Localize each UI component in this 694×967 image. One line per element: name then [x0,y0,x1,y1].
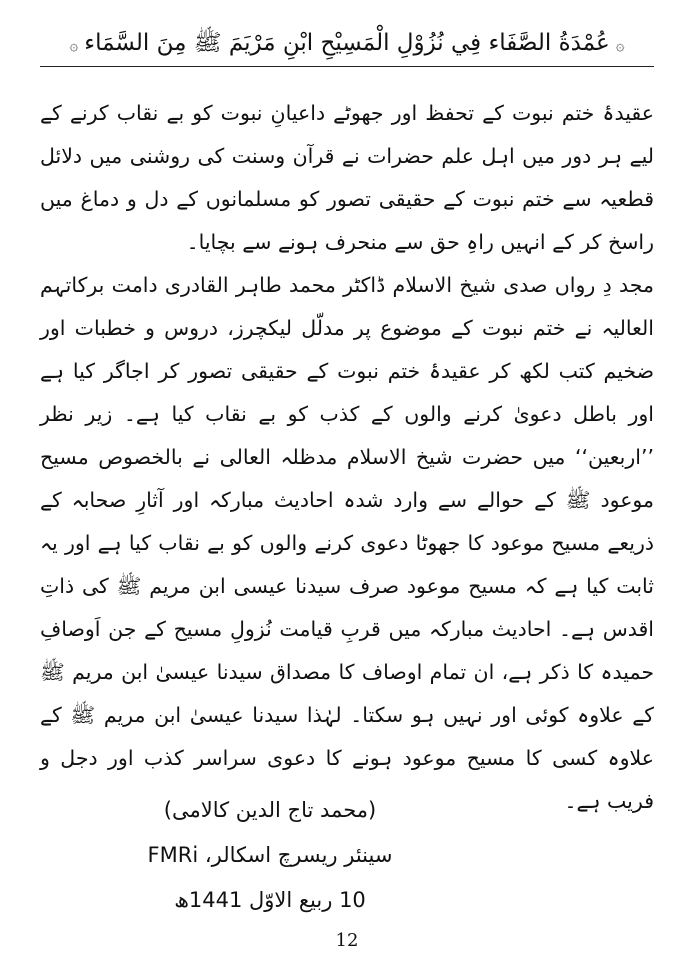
author-name: (محمد تاج الدین کالامی) [163,798,377,822]
running-header [40,26,654,64]
signature-block [120,788,420,923]
body-text [40,92,654,823]
paragraph-1: عقیدۂ ختم نبوت کے تحفظ اور جھوٹے داعیانِ نبوت کو بے نقاب کرنے کے لیے ہر دور میں اہل علم حضرات نے قرآن وسنت کی روشنی میں دلائل قطعیہ سے ختم نبوت کے حقیقی تصور کو مسلمانوں کے دل و دماغ میں راسخ کر کے انہیں راہِ حق سے منحرف ہونے سے بچایا۔ [40,101,654,254]
header-title: عُمْدَةُ الصَّفَاء فِي نُزُوْلِ الْمَسِيْحِ ابْنِ مَرْيَمَ ﷺ مِنَ السَّمَاء [84,30,610,56]
author-role: سینئر ریسرچ اسکالر، FMRi [147,843,393,867]
signature-date: 10 ربیع الاوّل 1441ھ [174,888,366,912]
header-divider [40,66,654,67]
page-number: 12 [335,930,359,951]
paragraph-2: مجد دِ رواں صدی شیخ الاسلام ڈاکٹر محمد طاہر القادری دامت برکاتہم العالیہ نے ختم نبوت کے موضوع پر مدلّل لیکچرز، دروس و خطبات اور ضخیم کتب لکھ کر عقیدۂ ختم نبوت کے حقیقی تصور کر اجاگر کیا ہے اور باطل دعویٰ کرنے والوں کے کذب کو بے نقاب کیا ہے۔ زیر نظر ’’اربعین‘‘ میں حضرت شیخ الاسلام مدظلہ العالی نے بالخصوص مسیح موعود ﷺ کے حوالے سے وارد شدہ احادیث مبارکہ اور آثارِ صحابہ کے ذریعے مسیح موعود کا جھوٹا دعوی کرنے والوں کو بے نقاب کیا ہے اور یہ ثابت کیا ہے کہ مسیح موعود صرف سیدنا عیسی ابن مریم ﷺ کی ذاتِ اقدس ہے۔ احادیث مبارکہ میں قربِ قیامت نُزولِ مسیح کے جن اَوصافِ حمیدہ کا ذکر ہے، ان تمام اوصاف کا مصداق سیدنا عیسیٰ ابن مریم ﷺ کے علاوہ کوئی اور نہیں ہو سکتا۔ لہٰذا سیدنا عیسیٰ ابن مریم ﷺ کے علاوہ کسی کا مسیح موعود ہونے کا دعوی سراسر کذب اور دجل و فریب ہے۔ [40,273,654,813]
ornament-left-icon: ۞ [69,36,79,54]
ornament-right-icon: ۞ [615,36,625,54]
